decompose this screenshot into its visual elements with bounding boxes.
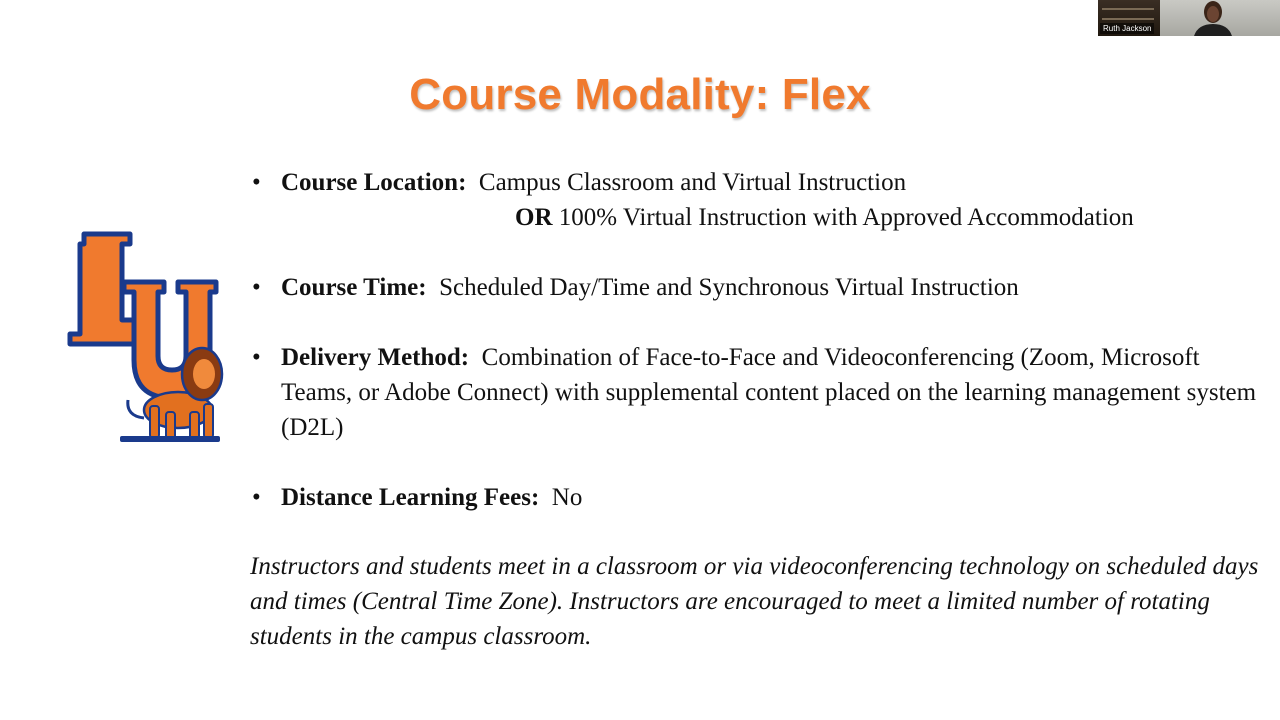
slide-note: Instructors and students meet in a classroom or via videoconferencing technology on scheduled days and times (Central Time Zone). Instructors are encouraged to meet a limited number of rotating students in the campus classroom. — [250, 553, 1259, 650]
participant-name-label: Ruth Jackson — [1100, 23, 1154, 34]
or-text: 100% Virtual Instruction with Approved Accommodation — [558, 204, 1134, 231]
bullet-text: Scheduled Day/Time and Synchronous Virtual Instruction — [439, 274, 1019, 301]
participant-avatar — [1190, 0, 1236, 36]
bullet-label: Course Location: — [281, 169, 467, 196]
participant-video-thumbnail[interactable] — [1098, 0, 1280, 36]
bullet-text: No — [551, 484, 583, 511]
university-logo — [66, 228, 226, 446]
bullet-course-location — [250, 165, 1260, 270]
shelf-line — [1102, 8, 1154, 10]
bullet-or-line — [281, 200, 1260, 235]
slide-title: Course Modality: Flex — [409, 70, 871, 119]
or-label: OR — [515, 204, 553, 231]
bullet-text: Combination of Face-to-Face and Videoconferencing (Zoom, Microsoft Teams, or Adobe Connect) with supplemental content placed on the learning management system (D2L) — [281, 344, 1257, 441]
bullet-label: Delivery Method: — [281, 344, 470, 371]
bullet-label: Distance Learning Fees: — [281, 484, 540, 511]
bullet-course-time — [250, 270, 1260, 340]
bullet-text: Campus Classroom and Virtual Instruction — [478, 169, 907, 196]
bullet-distance-learning-fees — [250, 480, 1260, 515]
bullet-delivery-method — [250, 340, 1260, 480]
bullet-label: Course Time: — [281, 274, 427, 301]
bullet-list — [250, 165, 1260, 515]
shelf-line — [1102, 18, 1154, 20]
